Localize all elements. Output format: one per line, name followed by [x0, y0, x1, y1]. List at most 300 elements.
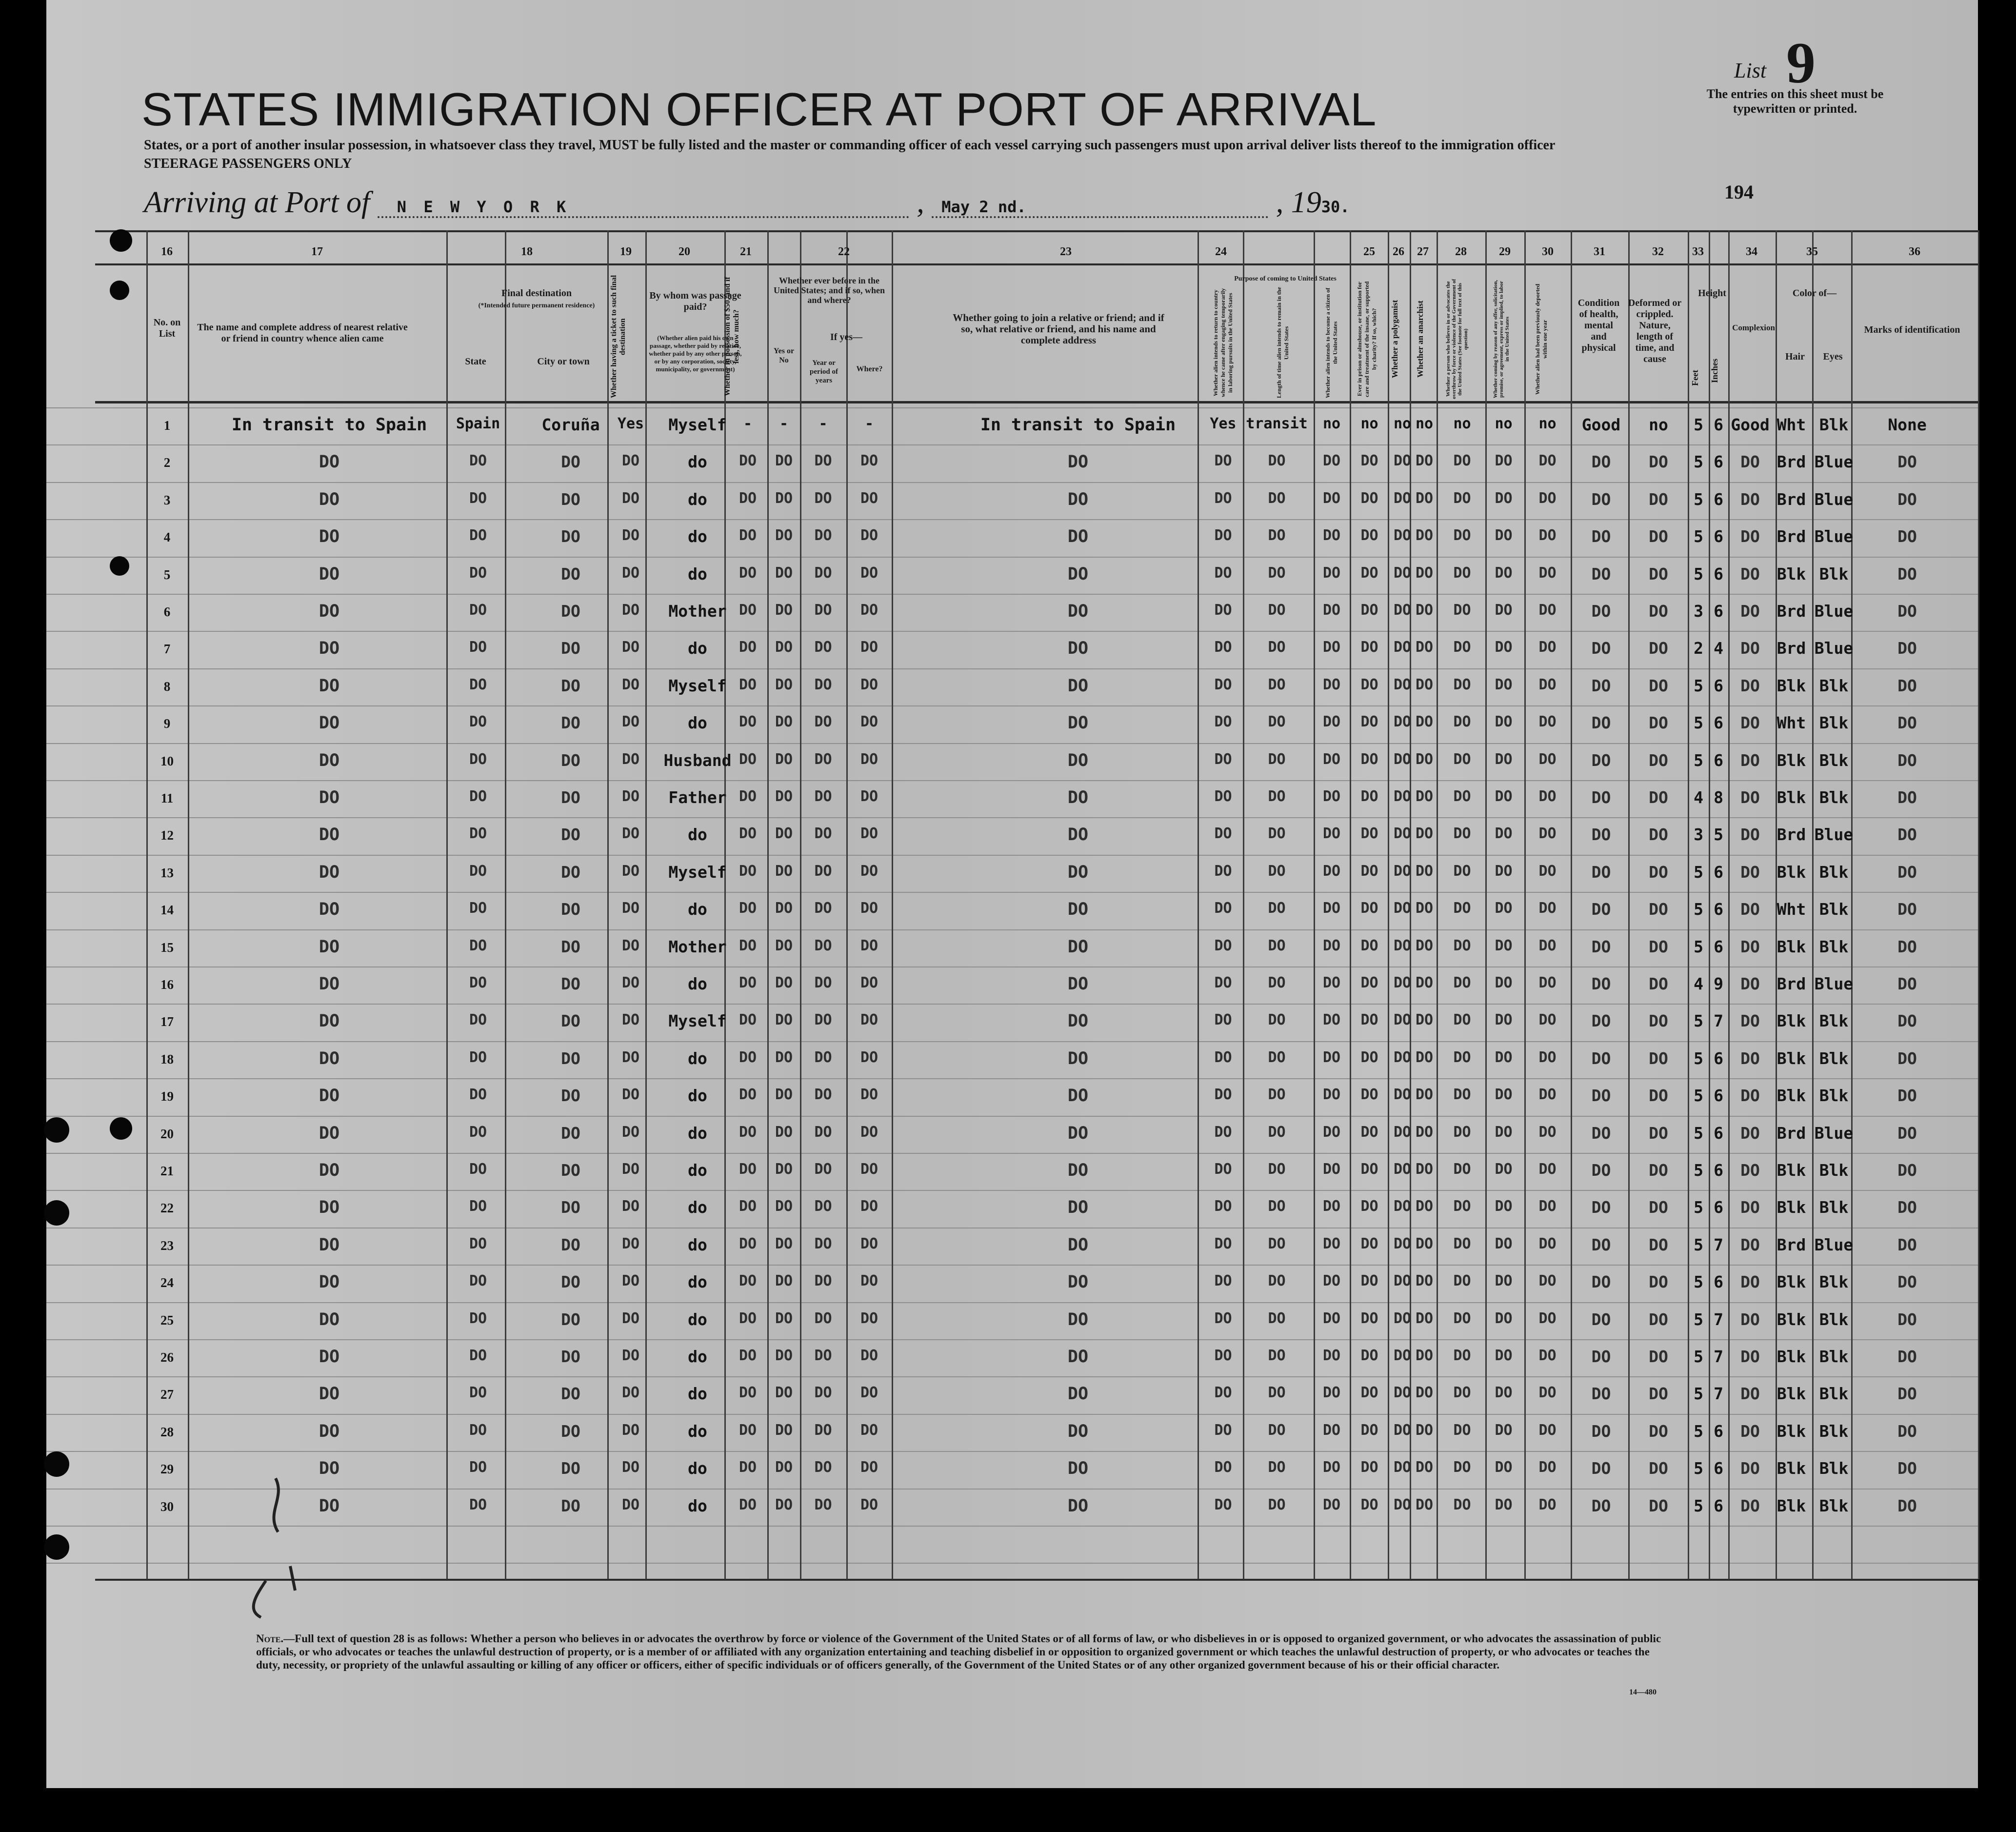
row-22-c22a: DO: [775, 1198, 793, 1215]
row-21-state: DO: [469, 1161, 487, 1178]
row-16-city: DO: [561, 974, 580, 993]
row-13-in: 6: [1714, 863, 1723, 882]
row-11-n: 11: [160, 791, 174, 805]
row-27-p3: DO: [1322, 1384, 1341, 1401]
row-19-c21: DO: [739, 1086, 757, 1103]
column-rule: [767, 230, 769, 1579]
row-12-c28: DO: [1453, 825, 1471, 842]
row-27-p2: DO: [1268, 1384, 1286, 1401]
row-8-eyes: Blk: [1819, 676, 1849, 695]
row-19-p3: DO: [1322, 1086, 1341, 1103]
row-29-c22c: DO: [860, 1459, 878, 1476]
row-3-in: 6: [1714, 490, 1723, 509]
column-number: 17: [311, 245, 323, 258]
row-26-p2: DO: [1268, 1347, 1286, 1364]
row-18-c26: DO: [1393, 1049, 1412, 1066]
row-26-n: 26: [160, 1350, 174, 1365]
row-24-eyes: Blk: [1819, 1272, 1849, 1291]
row-18-rel: DO: [319, 1049, 340, 1068]
row-28-state: DO: [469, 1422, 487, 1439]
row-28-eyes: Blk: [1819, 1422, 1849, 1441]
row-25-state: DO: [469, 1310, 487, 1327]
row-20-c21: DO: [739, 1124, 757, 1141]
row-1-health: Good: [1581, 415, 1621, 434]
row-2-c30: DO: [1538, 452, 1557, 469]
row-12-ft: 3: [1694, 825, 1703, 844]
row-2-c21: DO: [739, 452, 757, 469]
row-21-paid: do: [688, 1161, 707, 1180]
hdr-final-destination: Final destination: [501, 288, 572, 299]
row-17-c26: DO: [1393, 1011, 1412, 1028]
row-13-c22c: DO: [860, 863, 878, 880]
row-15-deformed: DO: [1649, 937, 1668, 956]
row-19-rel: DO: [319, 1086, 340, 1106]
row-13-eyes: Blk: [1819, 863, 1849, 882]
row-5-rel: DO: [319, 564, 340, 584]
column-rule: [892, 230, 893, 1579]
row-19-ticket: DO: [621, 1086, 640, 1103]
row-21-join: DO: [1067, 1161, 1089, 1180]
row-4-p3: DO: [1322, 527, 1341, 544]
row-5-c26: DO: [1393, 564, 1412, 582]
row-26-health: DO: [1591, 1347, 1611, 1366]
row-9-n: 9: [163, 716, 171, 731]
row-22-in: 6: [1714, 1198, 1723, 1217]
row-8-compl: DO: [1740, 676, 1760, 695]
row-22-c28: DO: [1453, 1198, 1471, 1215]
row-28-compl: DO: [1740, 1422, 1760, 1441]
row-8-p3: DO: [1322, 676, 1341, 693]
row-11-c21: DO: [739, 788, 757, 805]
row-19-deformed: DO: [1649, 1086, 1668, 1105]
row-30-c22a: DO: [775, 1496, 793, 1513]
column-number: 32: [1652, 245, 1664, 258]
row-12-p3: DO: [1322, 825, 1341, 842]
row-13-c28: DO: [1453, 863, 1471, 880]
row-21-city: DO: [561, 1161, 580, 1180]
row-21-ft: 5: [1694, 1161, 1703, 1180]
row-18-ticket: DO: [621, 1049, 640, 1066]
row-19-state: DO: [469, 1086, 487, 1103]
row-3-c25: DO: [1360, 490, 1378, 507]
row-5-ft: 5: [1694, 564, 1703, 584]
row-20-c22a: DO: [775, 1124, 793, 1141]
row-24-c22c: DO: [860, 1272, 878, 1289]
row-27-marks: DO: [1897, 1384, 1917, 1403]
row-2-n: 2: [163, 455, 171, 470]
row-14-p1: DO: [1214, 900, 1232, 917]
row-18-in: 6: [1714, 1049, 1723, 1068]
row-3-p3: DO: [1322, 490, 1341, 507]
row-20-eyes: Blue: [1814, 1124, 1854, 1143]
column-rule: [1571, 230, 1572, 1579]
row-25-c22a: DO: [775, 1310, 793, 1327]
row-19-c22c: DO: [860, 1086, 878, 1103]
row-29-join: DO: [1067, 1459, 1089, 1478]
row-7-p3: DO: [1322, 639, 1341, 656]
row-29-p1: DO: [1214, 1459, 1232, 1476]
row-2-c27: DO: [1415, 452, 1434, 469]
row-15-c28: DO: [1453, 937, 1471, 954]
row-19-c29: DO: [1495, 1086, 1513, 1103]
row-4-paid: do: [688, 527, 707, 546]
column-rule: [146, 230, 148, 1579]
row-20-c26: DO: [1393, 1124, 1412, 1141]
row-14-marks: DO: [1897, 900, 1917, 919]
row-25-join: DO: [1067, 1310, 1089, 1329]
row-26-state: DO: [469, 1347, 487, 1364]
row-11-ft: 4: [1694, 788, 1703, 807]
row-22-c25: DO: [1360, 1198, 1378, 1215]
row-30-ft: 5: [1694, 1496, 1703, 1515]
row-15-p2: DO: [1268, 937, 1286, 954]
column-number: 29: [1499, 245, 1511, 258]
row-5-c25: DO: [1360, 564, 1378, 582]
column-number: 28: [1455, 245, 1467, 258]
row-24-c28: DO: [1453, 1272, 1471, 1289]
row-28-ft: 5: [1694, 1422, 1703, 1441]
row-11-hair: Blk: [1776, 788, 1806, 807]
row-13-c22a: DO: [775, 863, 793, 880]
row-4-ticket: DO: [621, 527, 640, 544]
row-25-c28: DO: [1453, 1310, 1471, 1327]
row-30-in: 6: [1714, 1496, 1723, 1515]
row-14-paid: do: [688, 900, 707, 919]
row-23-marks: DO: [1897, 1235, 1917, 1254]
hdr-marks: Marks of identification: [1864, 324, 1960, 335]
row-12-c22a: DO: [775, 825, 793, 842]
row-21-in: 6: [1714, 1161, 1723, 1180]
row-21-p2: DO: [1268, 1161, 1286, 1178]
row-29-eyes: Blk: [1819, 1459, 1849, 1478]
row-19-ft: 5: [1694, 1086, 1703, 1105]
row-7-city: DO: [561, 639, 580, 658]
row-8-c22a: DO: [775, 676, 793, 693]
row-29-p3: DO: [1322, 1459, 1341, 1476]
row-26-c22a: DO: [775, 1347, 793, 1364]
row-30-hair: Blk: [1776, 1496, 1806, 1515]
year-suffix: 30.: [1321, 198, 1350, 216]
row-11-p3: DO: [1322, 788, 1341, 805]
row-28-c30: DO: [1538, 1422, 1557, 1439]
row-5-p3: DO: [1322, 564, 1341, 582]
row-2-marks: DO: [1897, 452, 1917, 471]
row-30-c22b: DO: [814, 1496, 832, 1513]
row-3-n: 3: [163, 493, 171, 507]
row-2-c26: DO: [1393, 452, 1412, 469]
row-26-eyes: Blk: [1819, 1347, 1849, 1366]
row-5-c29: DO: [1495, 564, 1513, 582]
row-23-c27: DO: [1415, 1235, 1434, 1252]
row-17-c30: DO: [1538, 1011, 1557, 1028]
row-25-c22c: DO: [860, 1310, 878, 1327]
row-9-p3: DO: [1322, 713, 1341, 730]
row-27-c27: DO: [1415, 1384, 1434, 1401]
row-7-compl: DO: [1740, 639, 1760, 658]
row-1-marks: None: [1888, 415, 1927, 434]
row-29-in: 6: [1714, 1459, 1723, 1478]
row-24-hair: Blk: [1776, 1272, 1806, 1291]
row-14-c30: DO: [1538, 900, 1557, 917]
row-5-c21: DO: [739, 564, 757, 582]
row-23-paid: do: [688, 1235, 707, 1254]
row-16-c27: DO: [1415, 974, 1434, 991]
row-4-c21: DO: [739, 527, 757, 544]
row-22-marks: DO: [1897, 1198, 1917, 1217]
row-24-p1: DO: [1214, 1272, 1232, 1289]
row-26-c28: DO: [1453, 1347, 1471, 1364]
row-25-eyes: Blk: [1819, 1310, 1849, 1329]
row-13-state: DO: [469, 863, 487, 880]
row-29-compl: DO: [1740, 1459, 1760, 1478]
row-20-c30: DO: [1538, 1124, 1557, 1141]
row-28-p1: DO: [1214, 1422, 1232, 1439]
row-29-rel: DO: [319, 1459, 340, 1478]
row-22-ticket: DO: [621, 1198, 640, 1215]
row-12-compl: DO: [1740, 825, 1760, 844]
row-30-marks: DO: [1897, 1496, 1917, 1515]
row-11-c28: DO: [1453, 788, 1471, 805]
row-5-city: DO: [561, 564, 580, 584]
row-3-c22a: DO: [775, 490, 793, 507]
row-4-c26: DO: [1393, 527, 1412, 544]
row-16-state: DO: [469, 974, 487, 991]
row-15-marks: DO: [1897, 937, 1917, 956]
row-9-health: DO: [1591, 713, 1611, 732]
row-27-c22c: DO: [860, 1384, 878, 1401]
row-8-c25: DO: [1360, 676, 1378, 693]
row-18-c28: DO: [1453, 1049, 1471, 1066]
row-14-eyes: Blk: [1819, 900, 1849, 919]
row-11-c29: DO: [1495, 788, 1513, 805]
row-11-paid: Father: [668, 788, 727, 807]
row-10-c28: DO: [1453, 751, 1471, 768]
row-17-p2: DO: [1268, 1011, 1286, 1028]
row-15-c22b: DO: [814, 937, 832, 954]
row-24-c22a: DO: [775, 1272, 793, 1289]
row-3-compl: DO: [1740, 490, 1760, 509]
row-11-c26: DO: [1393, 788, 1412, 805]
row-14-join: DO: [1067, 900, 1089, 919]
row-17-c28: DO: [1453, 1011, 1471, 1028]
row-7-c27: DO: [1415, 639, 1434, 656]
row-12-c29: DO: [1495, 825, 1513, 842]
row-26-p1: DO: [1214, 1347, 1232, 1364]
row-23-c25: DO: [1360, 1235, 1378, 1252]
hdr-yes-no: Yes or No: [773, 347, 795, 364]
list-label: List: [1734, 59, 1767, 82]
row-2-hair: Brd: [1776, 452, 1806, 471]
row-15-c22c: DO: [860, 937, 878, 954]
row-21-n: 21: [160, 1164, 174, 1178]
row-10-deformed: DO: [1649, 751, 1668, 770]
row-21-c22c: DO: [860, 1161, 878, 1178]
row-23-deformed: DO: [1649, 1235, 1668, 1254]
row-29-c30: DO: [1538, 1459, 1557, 1476]
row-9-city: DO: [561, 713, 580, 732]
row-18-ft: 5: [1694, 1049, 1703, 1068]
row-19-in: 6: [1714, 1086, 1723, 1105]
row-20-c28: DO: [1453, 1124, 1471, 1141]
row-11-rel: DO: [319, 788, 340, 807]
row-25-c21: DO: [739, 1310, 757, 1327]
row-10-c29: DO: [1495, 751, 1513, 768]
row-18-hair: Blk: [1776, 1049, 1806, 1068]
punch-hole: [110, 229, 132, 252]
row-22-join: DO: [1067, 1198, 1089, 1217]
column-number: 33: [1692, 245, 1704, 258]
row-23-city: DO: [561, 1235, 580, 1254]
row-22-c26: DO: [1393, 1198, 1412, 1215]
row-7-c22b: DO: [814, 639, 832, 656]
row-30-eyes: Blk: [1819, 1496, 1849, 1515]
row-23-p2: DO: [1268, 1235, 1286, 1252]
row-11-eyes: Blk: [1819, 788, 1849, 807]
row-17-p3: DO: [1322, 1011, 1341, 1028]
punch-hole: [110, 281, 129, 300]
row-3-p2: DO: [1268, 490, 1286, 507]
row-4-state: DO: [469, 527, 487, 544]
row-24-in: 6: [1714, 1272, 1723, 1291]
row-14-c26: DO: [1393, 900, 1412, 917]
row-9-c26: DO: [1393, 713, 1412, 730]
row-26-deformed: DO: [1649, 1347, 1668, 1366]
row-20-paid: do: [688, 1124, 707, 1143]
row-16-c22c: DO: [860, 974, 878, 991]
row-7-c25: DO: [1360, 639, 1378, 656]
row-23-eyes: Blue: [1814, 1235, 1854, 1254]
row-1-c21: -: [743, 415, 753, 432]
row-6-c29: DO: [1495, 602, 1513, 619]
hdr-inches: Inches: [1710, 359, 1719, 383]
row-5-health: DO: [1591, 564, 1611, 584]
hdr-c30: Whether alien had been previously deported within one year: [1534, 283, 1548, 395]
row-2-p2: DO: [1268, 452, 1286, 469]
row-6-c22c: DO: [860, 602, 878, 619]
row-19-c26: DO: [1393, 1086, 1412, 1103]
row-28-c29: DO: [1495, 1422, 1513, 1439]
row-3-ft: 5: [1694, 490, 1703, 509]
column-number: 18: [521, 245, 533, 258]
row-30-c29: DO: [1495, 1496, 1513, 1513]
row-20-c27: DO: [1415, 1124, 1434, 1141]
row-20-c22c: DO: [860, 1124, 878, 1141]
row-1-c28: no: [1453, 415, 1471, 432]
row-17-rel: DO: [319, 1011, 340, 1031]
row-5-marks: DO: [1897, 564, 1917, 584]
row-9-c22b: DO: [814, 713, 832, 730]
row-9-compl: DO: [1740, 713, 1760, 732]
row-9-c27: DO: [1415, 713, 1434, 730]
row-17-paid: Myself: [668, 1011, 727, 1030]
row-22-deformed: DO: [1649, 1198, 1668, 1217]
row-23-c30: DO: [1538, 1235, 1557, 1252]
row-13-rel: DO: [319, 863, 340, 882]
row-5-n: 5: [163, 567, 171, 582]
row-30-c30: DO: [1538, 1496, 1557, 1513]
row-1-p3: no: [1322, 415, 1341, 432]
row-3-c21: DO: [739, 490, 757, 507]
row-22-c30: DO: [1538, 1198, 1557, 1215]
row-7-hair: Brd: [1776, 639, 1806, 658]
row-20-c29: DO: [1495, 1124, 1513, 1141]
row-10-compl: DO: [1740, 751, 1760, 770]
row-15-health: DO: [1591, 937, 1611, 956]
row-9-p2: DO: [1268, 713, 1286, 730]
row-12-paid: do: [688, 825, 707, 844]
hdr-state: State: [465, 356, 486, 367]
row-13-ticket: DO: [621, 863, 640, 880]
row-8-paid: Myself: [668, 676, 727, 695]
row-29-p2: DO: [1268, 1459, 1286, 1476]
hdr-complexion: Complexion: [1732, 323, 1775, 332]
row-9-hair: Wht: [1776, 713, 1806, 732]
year-prefix: 19: [1291, 186, 1321, 219]
column-rule: [1437, 230, 1438, 1579]
row-27-ticket: DO: [621, 1384, 640, 1401]
row-18-c30: DO: [1538, 1049, 1557, 1066]
row-28-c22a: DO: [775, 1422, 793, 1439]
list-number: 9: [1786, 30, 1816, 95]
row-26-c30: DO: [1538, 1347, 1557, 1364]
row-15-c21: DO: [739, 937, 757, 954]
row-30-c21: DO: [739, 1496, 757, 1513]
hdr-purpose-c: Whether alien intends to become a citizen of the United States: [1324, 287, 1338, 398]
row-7-c30: DO: [1538, 639, 1557, 656]
row-12-c22c: DO: [860, 825, 878, 842]
row-8-ticket: DO: [621, 676, 640, 693]
row-28-in: 6: [1714, 1422, 1723, 1441]
row-1-p1: Yes: [1210, 415, 1237, 432]
row-27-join: DO: [1067, 1384, 1089, 1404]
page-number: 194: [1724, 181, 1754, 203]
row-14-in: 6: [1714, 900, 1723, 919]
hdr-purpose-b: Length of time alien intends to remain in the United States: [1276, 287, 1290, 399]
row-2-deformed: DO: [1649, 452, 1668, 471]
row-4-c28: DO: [1453, 527, 1471, 544]
row-6-c28: DO: [1453, 602, 1471, 619]
row-17-health: DO: [1591, 1011, 1611, 1030]
row-7-c26: DO: [1393, 639, 1412, 656]
row-27-state: DO: [469, 1384, 487, 1401]
punch-hole: [110, 1117, 132, 1140]
row-11-health: DO: [1591, 788, 1611, 807]
hdr-hair: Hair: [1785, 351, 1805, 362]
row-9-c22a: DO: [775, 713, 793, 730]
row-19-c30: DO: [1538, 1086, 1557, 1103]
footnote-text: —Full text of question 28 is as follows: Whether a person who believes in or advocates the overthrow by force or violence of the Government of the United States or of all forms of law, or who disbelieves in or is opposed to organized government, or who advocates the assassination of public officials, or who advocates or teaches the unlawful destruction of property, or is a member of or affiliated with any organization entertaining and teaching disbelief in or opposition to organized government or which teaches the unlawful destruction of property, or who advocates or teaches the duty, necessity, or propriety of the unlawful assaulting or killing of any officer or officers, either of specific individuals or of officers generally, of the Government of the United States or of any other organized government because of his or their official character.: [256, 1632, 1661, 1671]
row-7-in: 4: [1714, 639, 1723, 658]
row-27-c28: DO: [1453, 1384, 1471, 1401]
row-11-compl: DO: [1740, 788, 1760, 807]
row-15-in: 6: [1714, 937, 1723, 956]
row-8-n: 8: [163, 679, 171, 694]
row-28-c22c: DO: [860, 1422, 878, 1439]
row-7-c22c: DO: [860, 639, 878, 656]
row-11-c22c: DO: [860, 788, 878, 805]
row-21-hair: Blk: [1776, 1161, 1806, 1180]
row-19-marks: DO: [1897, 1086, 1917, 1105]
row-12-hair: Brd: [1776, 825, 1806, 844]
row-25-p3: DO: [1322, 1310, 1341, 1327]
row-9-rel: DO: [319, 713, 340, 733]
row-24-health: DO: [1591, 1272, 1611, 1291]
row-26-ticket: DO: [621, 1347, 640, 1364]
row-9-c22c: DO: [860, 713, 878, 730]
row-21-c27: DO: [1415, 1161, 1434, 1178]
row-23-health: DO: [1591, 1235, 1611, 1254]
row-19-c22a: DO: [775, 1086, 793, 1103]
